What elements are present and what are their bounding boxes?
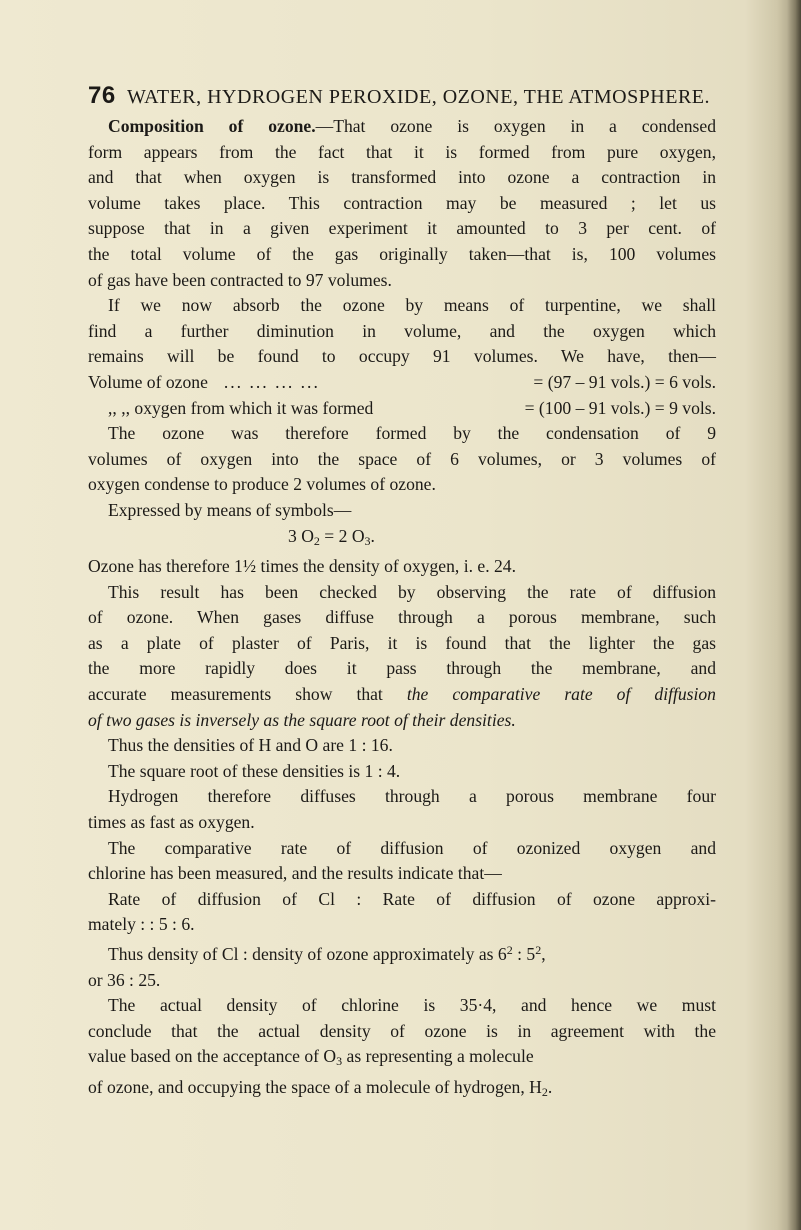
equation-rhs: = (100 – 91 vols.) = 9 vols. [524, 397, 716, 418]
text-line [88, 114, 716, 140]
leader-dots: ... ... ... ... [223, 371, 320, 392]
text-line: volume takes place. This contraction may be measured ; let us [88, 192, 716, 213]
equation-line [88, 396, 716, 422]
italic-text: the comparative rate of diffusion [406, 684, 716, 705]
text-line: mately : : 5 : 6. [88, 914, 195, 935]
subscript: 2 [541, 1084, 548, 1099]
text-span: as representing a molecule [342, 1046, 534, 1067]
running-title: WATER, HYDROGEN PEROXIDE, OZONE, THE ATMOSPHERE. [126, 86, 711, 108]
body-text [88, 114, 716, 1106]
text-line: the total volume of the gas originally taken—that is, 100 volumes [88, 243, 716, 264]
equation-line [88, 370, 716, 396]
text-line: chlorine has been measured, and the results indicate that— [88, 863, 502, 884]
text-line [88, 938, 716, 968]
running-header [88, 82, 768, 110]
section-heading: Composition of ozone. [108, 116, 316, 136]
text-span: , [541, 944, 546, 964]
equation-lhs: Volume of ozone [88, 371, 208, 392]
text-line: Expressed by means of symbols— [108, 499, 352, 520]
formula-part: . [370, 525, 375, 546]
text-span: value based on the acceptance of O [88, 1046, 337, 1067]
formula-part: = 2 O [319, 525, 365, 546]
text-line: The actual density of chlorine is 35·4, and hence we must [108, 995, 716, 1016]
text-line: If we now absorb the ozone by means of turpentine, we shall [108, 295, 716, 316]
text-line [88, 1044, 716, 1075]
subscript: 3 [336, 1054, 343, 1069]
equation-lhs: ,, ,, oxygen from which it was formed [108, 397, 374, 418]
text-line: Hydrogen therefore diffuses through a porous membrane four [108, 786, 716, 807]
text-span: : 5 [512, 944, 536, 964]
subscript: 2 [313, 533, 320, 548]
italic-text: of two gases is inversely as the square root of their densities. [88, 709, 516, 730]
text-line: and that when oxygen is transformed into ozone a contraction in [88, 167, 716, 188]
text-line: times as fast as oxygen. [88, 812, 255, 833]
formula-part: 3 O [288, 525, 314, 546]
equation-rhs: = (97 – 91 vols.) = 6 vols. [533, 371, 716, 392]
text-line: conclude that the actual density of ozone is in agreement with the [88, 1020, 716, 1041]
text-span: . [547, 1076, 553, 1097]
text-line: The square root of these densities is 1 : 4. [108, 760, 401, 781]
chemical-formula [88, 524, 716, 555]
text-line: the more rapidly does it pass through the membrane, and [88, 658, 716, 679]
text-line: The ozone was therefore formed by the condensation of 9 [108, 423, 716, 444]
text-line: volumes of oxygen into the space of 6 volumes, or 3 volumes of [88, 448, 716, 469]
text-line: form appears from the fact that it is formed from pure oxygen, [88, 141, 716, 162]
text-span: of ozone, and occupying the space of a molecule of hydrogen, H [88, 1076, 542, 1097]
text-line: oxygen condense to produce 2 volumes of ozone. [88, 474, 436, 495]
text-line [88, 708, 716, 734]
text-span: accurate measurements show that [88, 684, 407, 705]
text-line: suppose that in a given experiment it amounted to 3 per cent. of [88, 218, 716, 239]
text-span: —That ozone is oxygen in a condensed [315, 116, 716, 136]
text-line: Ozone has therefore 1½ times the density of oxygen, i. e. 24. [88, 556, 516, 577]
text-line: Rate of diffusion of Cl : Rate of diffusion of ozone approxi- [108, 888, 716, 909]
text-line [88, 682, 716, 708]
text-line: find a further diminution in volume, and the oxygen which [88, 320, 716, 341]
text-line: of ozone. When gases diffuse through a porous membrane, such [88, 607, 716, 628]
text-span: Thus density of Cl : density of ozone approximately as 6 [108, 944, 507, 964]
text-line: of gas have been contracted to 97 volumes. [88, 269, 392, 290]
text-line: This result has been checked by observing the rate of diffusion [108, 581, 716, 602]
subscript: 3 [364, 533, 371, 548]
text-line [88, 1075, 716, 1106]
text-line: The comparative rate of diffusion of ozonized oxygen and [108, 837, 716, 858]
text-line: as a plate of plaster of Paris, it is found that the lighter the gas [88, 632, 716, 653]
text-line: Thus the densities of H and O are 1 : 16. [108, 735, 393, 756]
text-line: remains will be found to occupy 91 volumes. We have, then— [88, 346, 716, 367]
text-line: or 36 : 25. [88, 969, 161, 990]
page-edge-shadow [787, 0, 801, 1230]
page-number: 76 [88, 82, 116, 109]
superscript: 2 [535, 943, 542, 957]
leader-space [373, 396, 524, 422]
superscript: 2 [506, 943, 513, 957]
